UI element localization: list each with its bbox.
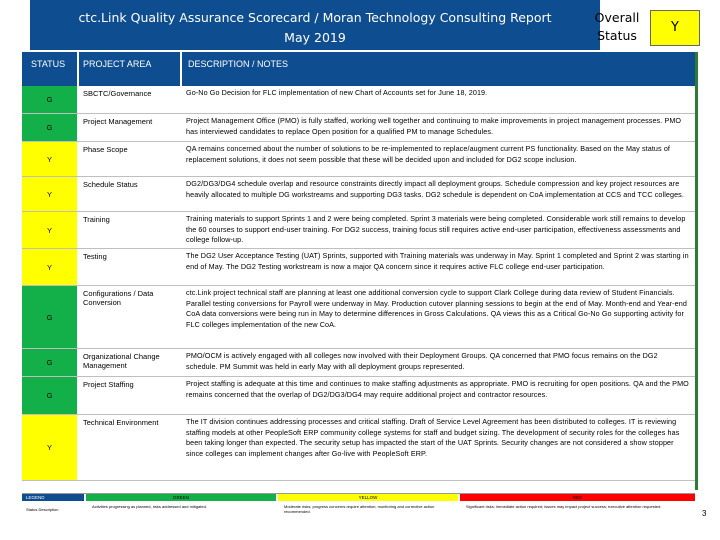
status-header-text: STATUS: [31, 59, 66, 69]
project-area: Phase Scope: [83, 145, 128, 154]
table-row: [22, 177, 695, 212]
description: The DG2 User Acceptance Testing (UAT) Sprints, supported with Training materials was underway in May. Sprint 1 completed and Sprint 2 was starting in end of May. The DG2 Testing workstream is now a major QA concern since it requires active FLC college end-user participation.: [186, 251, 689, 271]
status-column-header: [22, 52, 77, 86]
project-area: Technical Environment: [83, 418, 159, 427]
legend-green: [86, 494, 276, 524]
project-area: Schedule Status: [83, 180, 138, 189]
project-area: SBCTC/Governance: [83, 89, 152, 98]
description: DG2/DG3/DG4 schedule overlap and resource constraints directly impact all deployment groups. Schedule compression and key project resources are heavily allocated to multiple DG workstreams and supporting DG3 tasks. DG2 schedule is dependent on CoA implementation at CCS and TCC colleges.: [186, 179, 684, 199]
project-area: Configurations / Data Conversion: [83, 289, 154, 307]
legend-yellow-label: YELLOW: [278, 494, 458, 501]
legend-yellow: [278, 494, 458, 524]
report-title: ctc.Link Quality Assurance Scorecard / Moran Technology Consulting Report: [78, 10, 552, 25]
table-row: [22, 142, 695, 177]
legend-green-label: GREEN: [86, 494, 276, 501]
right-accent-bar: [695, 52, 698, 490]
legend-title: LEGEND: [22, 494, 84, 501]
status-cell: Y: [22, 415, 77, 480]
description: Project staffing is adequate at this time and continues to make staffing adjustments as appropriate. PMO is recruiting for open positions. QA and the PMO remains concerned that the overlap of DG2/DG3/DG4 may require additional project and contractor resources.: [186, 379, 689, 399]
status-cell: G: [22, 349, 77, 376]
project-area: Testing: [83, 252, 107, 261]
description-header-text: DESCRIPTION / NOTES: [188, 59, 289, 69]
area-header-text: PROJECT AREA: [83, 59, 152, 69]
description: Go-No Go Decision for FLC implementation of new Chart of Accounts set for June 18, 2019.: [186, 88, 488, 97]
legend-red-label: RED: [460, 494, 695, 501]
legend-red-text: Significant risks; immediate action required; issues may impact project success; executive attention requested.: [466, 504, 662, 509]
status-cell: G: [22, 286, 77, 348]
table-row: [22, 86, 695, 114]
table-row: [22, 415, 695, 481]
status-cell: G: [22, 86, 77, 113]
table-row: [22, 377, 695, 415]
table-row: [22, 349, 695, 377]
legend-red: [460, 494, 695, 524]
area-column-header: [79, 52, 180, 86]
scorecard-table: [22, 86, 695, 481]
status-cell: Y: [22, 212, 77, 248]
report-period: May 2019: [284, 30, 346, 45]
table-row: [22, 286, 695, 349]
legend-green-text: Activities progressing as planned, risks addressed and mitigated.: [92, 504, 207, 509]
status-cell: G: [22, 114, 77, 141]
overall-label-line2: Status: [597, 28, 637, 43]
page-number: 3: [702, 509, 707, 518]
report-header: [30, 0, 600, 50]
status-cell: Y: [22, 177, 77, 211]
description: ctc.Link project technical staff are planning at least one additional conversion cycle to support Clark College during data review of Student Financials. Parallel testing conversions for Payroll were underway in May. Production cutover planning sessions to begin at the end of May. Month-end and Year-end CoA data conversions were being run in May to determine differences in Gross Calculations. QA views this as a Critical Go-No Go supporting activity for FLC colleges implementation of the new CoA.: [186, 288, 687, 329]
table-row: [22, 249, 695, 286]
overall-status-badge: Y: [650, 10, 700, 46]
description: The IT division continues addressing processes and critical staffing. Draft of Service Level Agreement has been distributed to colleges. IT is reviewing staffing models at other PeopleSoft ERP community college systems for staff and budget sizing. The development of security roles for the colleges has been taking longer than expected. The security setup has impacted the start of the UAT Sprints. Security changes are not considered a show stopper since colleges can implement changes after Go-live with PeopleSoft ERP.: [186, 417, 680, 458]
status-cell: G: [22, 377, 77, 414]
description: QA remains concerned about the number of solutions to be re-implemented to replace/augment current PS functionality. Based on the May status of replacement solutions, it does not seem possible that these will be decided upon and included for DG2 scope inclusion.: [186, 144, 671, 164]
table-row: [22, 114, 695, 142]
description-column-header: [182, 52, 695, 86]
legend-yellow-text: Moderate risks; progress concerns require attention; monitoring and corrective action recommended.: [284, 504, 435, 514]
project-area: Organizational Change Management: [83, 352, 160, 370]
description: PMO/OCM is actively engaged with all colleges now involved with their Deployment Groups. QA concerned that PMO focus remains on the DG2 schedule. PM Summit was held in early May with all deployment groups represented.: [186, 351, 658, 371]
status-legend: [22, 493, 695, 524]
project-area: Training: [83, 215, 110, 224]
project-area: Project Management: [83, 117, 153, 126]
overall-label-line1: Overall: [594, 10, 640, 25]
description: Training materials to support Sprints 1 and 2 were being completed. Sprint 3 materials were being completed. Considerable work still remains to develop the 60 courses to support end-user training. For DG2 success, training focus still requires active end-user participation, effectiveness assessments and college follow-up.: [186, 214, 686, 244]
status-cell: Y: [22, 249, 77, 285]
status-cell: Y: [22, 142, 77, 176]
legend-key: [22, 494, 84, 518]
table-row: [22, 212, 695, 249]
legend-subtitle: Status Description: [26, 507, 59, 512]
description: Project Management Office (PMO) is fully staffed, working well together and continuing to make improvements in project management processes. PMO has interviewed candidates to replace Open position for a qualified PM to manage Schedules.: [186, 116, 682, 136]
project-area: Project Staffing: [83, 380, 134, 389]
